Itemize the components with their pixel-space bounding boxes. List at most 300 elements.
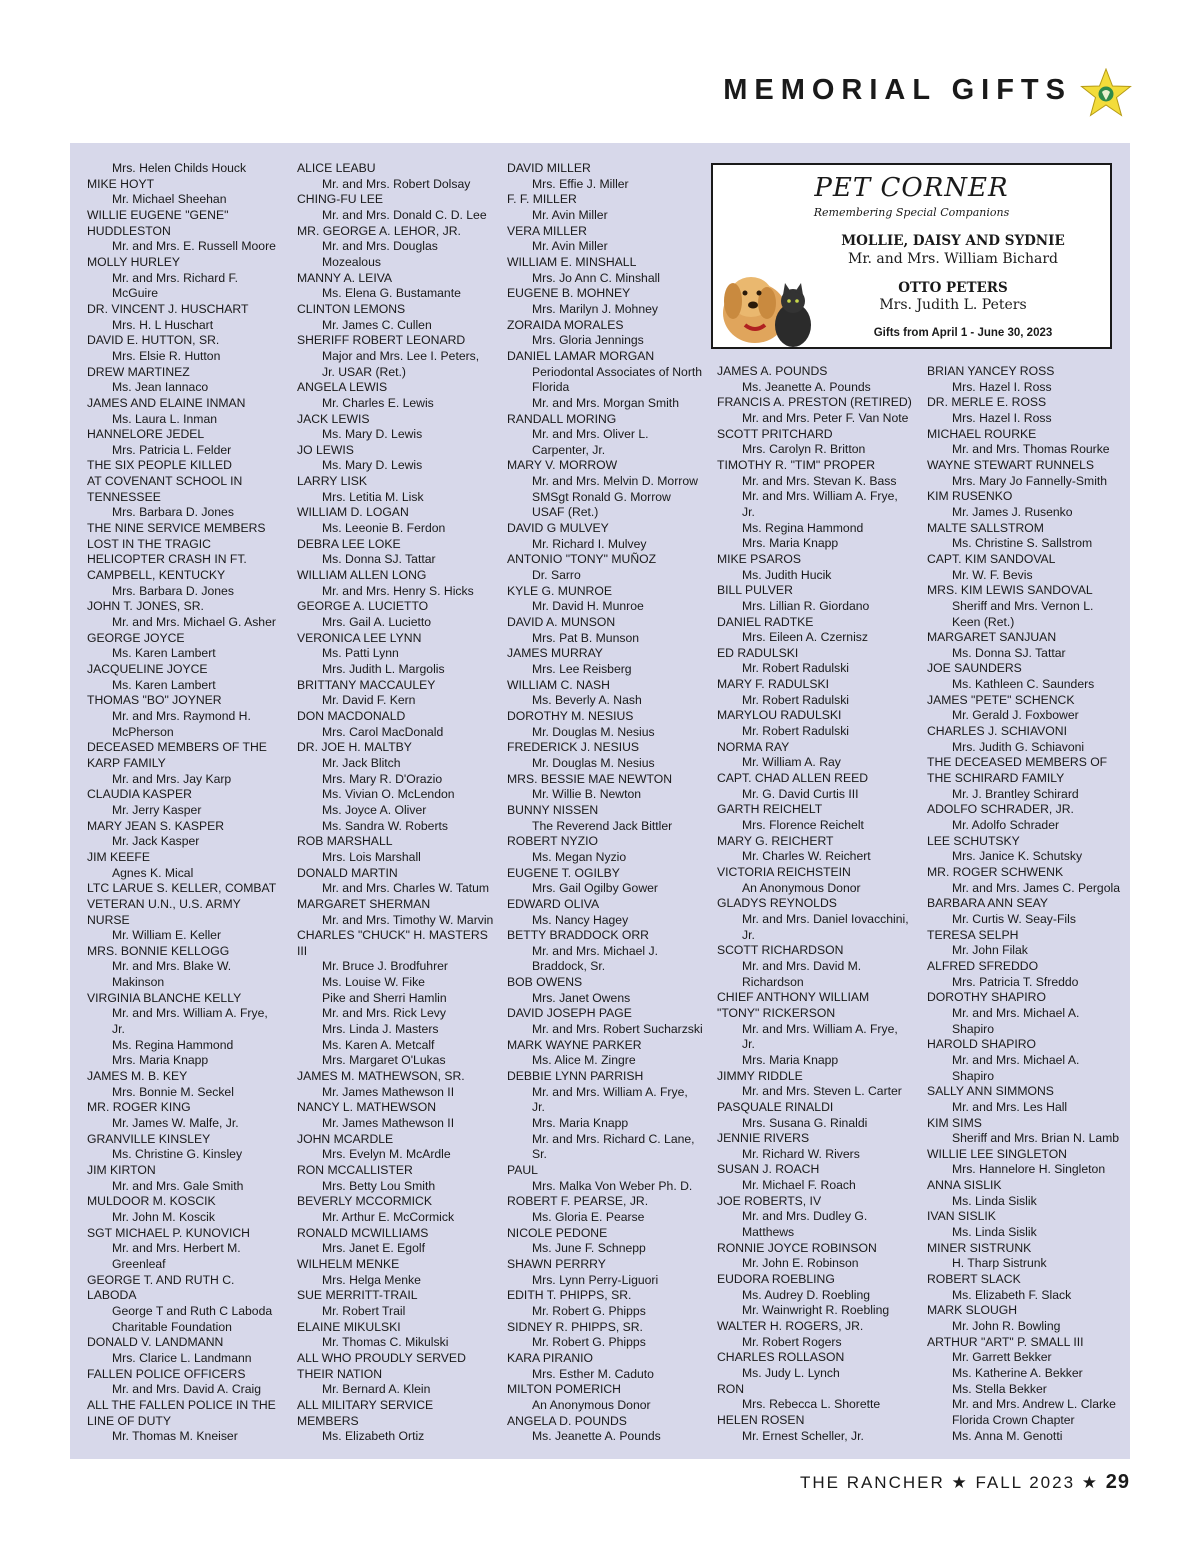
donor-name: Mr. and Mrs. David A. Craig — [112, 1382, 262, 1397]
donor-name: Ms. Anna M. Genotti — [952, 1428, 1063, 1443]
donor-name: Mr. and Mrs. E. Russell Moore — [112, 239, 276, 254]
donor-name: Jr. — [112, 1022, 125, 1037]
donor-name: Matthews — [742, 1225, 795, 1240]
page-title: MEMORIAL GIFTS — [723, 74, 1072, 106]
honoree-name: RONNIE JOYCE ROBINSON — [717, 1240, 877, 1255]
honoree-name: MARY F. RADULSKI — [717, 677, 829, 692]
donor-name: Ms. Regina Hammond — [112, 1037, 234, 1052]
honoree-name: VERONICA LEE LYNN — [297, 630, 422, 645]
honoree-name: DAVID JOSEPH PAGE — [507, 1006, 632, 1021]
honoree-name: JAMES "PETE" SCHENCK — [927, 692, 1075, 707]
donor-name: Mr. James Mathewson II — [322, 1116, 455, 1131]
donor-name: McPherson — [112, 724, 174, 739]
honoree-name: ZORAIDA MORALES — [507, 317, 624, 332]
donor-name: Mr. Douglas M. Nesius — [532, 724, 655, 739]
honoree-name: JO LEWIS — [297, 442, 354, 457]
honoree-name: MICHAEL ROURKE — [927, 426, 1037, 441]
donor-name: Mr. James W. Malfe, Jr. — [112, 1116, 239, 1131]
honoree-name: MARY JEAN S. KASPER — [87, 818, 225, 833]
honoree-name: RONALD MCWILLIAMS — [297, 1225, 429, 1240]
honoree-name: CHIEF ANTHONY WILLIAM — [717, 990, 870, 1005]
honoree-name: GRANVILLE KINSLEY — [87, 1131, 211, 1146]
donor-name: Mrs. Margaret O'Lukas — [322, 1053, 446, 1068]
donor-name: Mr. and Mrs. Andrew L. Clarke — [952, 1397, 1116, 1412]
donor-name: Mr. and Mrs. Henry S. Hicks — [322, 583, 474, 598]
donor-name: Mr. James Mathewson II — [322, 1084, 455, 1099]
donor-name: Mrs. Janet E. Egolf — [322, 1241, 425, 1256]
memorial-column-2 — [297, 161, 497, 1445]
honoree-name: WALTER H. ROGERS, JR. — [717, 1319, 864, 1334]
honoree-name: RON — [717, 1381, 745, 1396]
donor-name: Ms. Christine G. Kinsley — [112, 1147, 243, 1162]
donor-name: Mrs. Eileen A. Czernisz — [742, 630, 868, 645]
donor-name: Mr. Willie B. Newton — [532, 787, 642, 802]
honoree-name: KARP FAMILY — [87, 755, 166, 770]
honoree-name: DECEASED MEMBERS OF THE — [87, 740, 267, 755]
donor-name: Mrs. Betty Lou Smith — [322, 1178, 436, 1193]
honoree-name: MINER SISTRUNK — [927, 1240, 1032, 1255]
honoree-name: ELAINE MIKULSKI — [297, 1319, 401, 1334]
donor-name: Mrs. Clarice L. Landmann — [112, 1350, 252, 1365]
honoree-name: JACK LEWIS — [297, 411, 370, 426]
honoree-name: BEVERLY MCCORMICK — [297, 1194, 432, 1209]
donor-name: Mr. Gerald J. Foxbower — [952, 708, 1079, 723]
donor-name: Ms. Regina Hammond — [742, 520, 864, 535]
honoree-name: DANIEL RADTKE — [717, 614, 814, 629]
honoree-name: HUDDLESTON — [87, 223, 171, 238]
honoree-name: ANGELA D. POUNDS — [507, 1413, 627, 1428]
donor-name: Mr. Arthur E. McCormick — [322, 1209, 455, 1224]
donor-name: Mr. and Mrs. William A. Frye, — [742, 489, 898, 504]
donor-name: SMSgt Ronald G. Morrow — [532, 489, 671, 504]
honoree-name: MR. ROGER KING — [87, 1100, 191, 1115]
donor-name: Mrs. Hazel I. Ross — [952, 410, 1052, 425]
donor-name: Ms. Sandra W. Roberts — [322, 818, 448, 833]
donor-name: Mr. John M. Koscik — [112, 1209, 215, 1224]
donor-name: Mrs. Bonnie M. Seckel — [112, 1084, 234, 1099]
honoree-name: MR. ROGER SCHWENK — [927, 865, 1064, 879]
honoree-name: LARRY LISK — [297, 474, 368, 489]
donor-name: Ms. Joyce A. Oliver — [322, 802, 427, 817]
donor-name: Mr. and Mrs. Dudley G. — [742, 1209, 868, 1224]
donor-name: Mrs. Florence Reichelt — [742, 818, 864, 833]
honoree-name: "TONY" RICKERSON — [717, 1005, 836, 1020]
donor-name: Mrs. Gail A. Lucietto — [322, 615, 432, 630]
donor-name: Jr. — [532, 1100, 545, 1115]
donor-name: Richardson — [742, 974, 804, 989]
honoree-name: JAMES M. B. KEY — [87, 1069, 188, 1084]
donor-name: Ms. Donna SJ. Tattar — [952, 645, 1066, 660]
donor-name: Mr. and Mrs. Charles W. Tatum — [322, 881, 490, 896]
honoree-name: FALLEN POLICE OFFICERS — [87, 1366, 246, 1381]
honoree-name: GEORGE JOYCE — [87, 630, 185, 645]
donor-name: Mr. and Mrs. Gale Smith — [112, 1178, 244, 1193]
honoree-name: HELICOPTER CRASH IN FT. — [87, 552, 247, 567]
donor-name: Mr. and Mrs. Raymond H. — [112, 708, 251, 723]
donor-name: Ms. Katherine A. Bekker — [952, 1366, 1083, 1380]
honoree-name: ADOLFO SCHRADER, JR. — [927, 802, 1074, 817]
honoree-name: JOHN MCARDLE — [297, 1131, 394, 1146]
donor-name: Mr. and Mrs. Jay Karp — [112, 771, 232, 786]
honoree-name: KARA PIRANIO — [507, 1350, 594, 1365]
honoree-name: DAVID G MULVEY — [507, 521, 609, 536]
donor-name: Sheriff and Mrs. Brian N. Lamb — [952, 1131, 1120, 1146]
honoree-name: JOHN T. JONES, SR. — [87, 599, 204, 614]
donor-name: Ms. Megan Nyzio — [532, 849, 627, 864]
donor-name: Mr. Thomas C. Mikulski — [322, 1335, 449, 1350]
donor-name: Ms. Audrey D. Roebling — [742, 1287, 871, 1302]
pet-name: OTTO PETERS — [898, 280, 1008, 296]
donor-name: Mr. Jack Blitch — [322, 755, 401, 770]
honoree-name: SHAWN PERRRY — [507, 1256, 606, 1271]
honoree-name: DAVID A. MUNSON — [507, 615, 616, 630]
donor-name: Mr. William E. Keller — [112, 928, 222, 943]
donor-name: McGuire — [112, 286, 159, 301]
donor-name: Ms. Judy L. Lynch — [742, 1366, 840, 1380]
donor-name: Mrs. Mary R. D'Orazio — [322, 771, 443, 786]
honoree-name: FREDERICK J. NESIUS — [507, 740, 640, 755]
honoree-name: THE NINE SERVICE MEMBERS — [87, 521, 266, 536]
honoree-name: JOE ROBERTS, IV — [717, 1193, 822, 1208]
donor-name: Braddock, Sr. — [532, 959, 606, 974]
donor-name: Mr. and Mrs. David M. — [742, 958, 862, 973]
donor-name: Mrs. Pat B. Munson — [532, 630, 640, 645]
honoree-name: JAMES AND ELAINE INMAN — [87, 395, 246, 410]
donor-name: Mrs. Effie J. Miller — [532, 176, 629, 191]
honoree-name: SALLY ANN SIMMONS — [927, 1084, 1054, 1099]
honoree-name: CAPT. KIM SANDOVAL — [927, 551, 1056, 566]
pet-donor: Mr. and Mrs. William Bichard — [847, 251, 1059, 267]
donor-name: Mrs. Marilyn J. Mohney — [532, 301, 658, 316]
pet-name: MOLLIE, DAISY AND SYDNIE — [841, 233, 1065, 249]
honoree-name: ANGELA LEWIS — [297, 380, 388, 395]
donor-name: Mr. and Mrs. Steven L. Carter — [742, 1084, 902, 1099]
honoree-name: BETTY BRADDOCK ORR — [507, 928, 649, 943]
donor-name: Sr. — [532, 1147, 547, 1162]
honoree-name: EUDORA ROEBLING — [717, 1272, 835, 1287]
donor-name: Ms. Christine S. Sallstrom — [952, 536, 1093, 551]
donor-name: Ms. Jeanette A. Pounds — [742, 379, 871, 394]
donor-name: Makinson — [112, 975, 165, 990]
honoree-name: MARK WAYNE PARKER — [507, 1037, 642, 1052]
honoree-name: MARGARET SANJUAN — [927, 630, 1057, 645]
honoree-name: FRANCIS A. PRESTON (RETIRED) — [717, 395, 912, 410]
donor-name: Mr. and Mrs. Donald C. D. Lee — [322, 207, 487, 222]
donor-name: Dr. Sarro — [532, 568, 581, 583]
donor-name: Mrs. Esther M. Caduto — [532, 1366, 654, 1381]
honoree-name: MULDOOR M. KOSCIK — [87, 1194, 216, 1209]
honoree-name: ROB MARSHALL — [297, 834, 393, 849]
donor-name: Mrs. Elsie R. Hutton — [112, 348, 221, 363]
donor-name: Mr. and Mrs. Michael J. — [532, 943, 658, 958]
donor-name: Mr. and Mrs. William A. Frye, — [112, 1006, 268, 1021]
honoree-name: HELEN ROSEN — [717, 1412, 805, 1427]
honoree-name: CHARLES "CHUCK" H. MASTERS — [297, 928, 488, 943]
donor-name: USAF (Ret.) — [532, 505, 599, 520]
honoree-name: WILLIAM C. NASH — [507, 677, 610, 692]
honoree-name: MANNY A. LEIVA — [297, 270, 393, 285]
honoree-name: CHARLES ROLLASON — [717, 1350, 845, 1365]
donor-name: Mr. Richard W. Rivers — [742, 1146, 860, 1161]
honoree-name: JIMMY RIDDLE — [717, 1068, 803, 1083]
donor-name: Mr. James J. Rusenko — [952, 504, 1073, 519]
honoree-name: ALL WHO PROUDLY SERVED — [297, 1350, 466, 1365]
honoree-name: JAMES MURRAY — [507, 646, 603, 661]
donor-name: Ms. Alice M. Zingre — [532, 1053, 636, 1068]
donor-name: Keen (Ret.) — [952, 614, 1015, 629]
honoree-name: NURSE — [87, 912, 130, 927]
honoree-name: GARTH REICHELT — [717, 802, 823, 817]
donor-name: Mr. Avin Miller — [532, 239, 608, 254]
donor-name: Mrs. Linda J. Masters — [322, 1022, 439, 1037]
donor-name: Sheriff and Mrs. Vernon L. — [952, 598, 1094, 613]
donor-name: Mrs. Judith G. Schiavoni — [952, 739, 1085, 754]
honoree-name: DAVID E. HUTTON, SR. — [87, 333, 220, 348]
honoree-name: LOST IN THE TRAGIC — [87, 536, 211, 551]
donor-name: Mrs. Maria Knapp — [532, 1116, 629, 1131]
donor-name: Mr. and Mrs. Richard F. — [112, 270, 238, 285]
honoree-name: TIMOTHY R. "TIM" PROPER — [717, 457, 876, 472]
donor-name: Mr. David F. Kern — [322, 693, 416, 708]
honoree-name: MARY G. REICHERT — [717, 833, 834, 848]
honoree-name: HANNELORE JEDEL — [87, 427, 205, 442]
donor-name: Mr. John E. Robinson — [742, 1256, 859, 1271]
donor-name: Mrs. Janice K. Schutsky — [952, 849, 1083, 864]
donor-name: Mr. James C. Cullen — [322, 317, 432, 332]
donor-name: Mrs. Hazel I. Ross — [952, 379, 1052, 394]
donor-name: H. Tharp Sistrunk — [952, 1256, 1047, 1271]
honoree-name: MEMBERS — [297, 1413, 359, 1428]
donor-name: Mrs. Rebecca L. Shorette — [742, 1397, 881, 1412]
honoree-name: AT COVENANT SCHOOL IN — [87, 474, 243, 489]
donor-name: Ms. Vivian O. McLendon — [322, 787, 455, 802]
honoree-name: MR. GEORGE A. LEHOR, JR. — [297, 223, 461, 238]
honoree-name: WILLIE LEE SINGLETON — [927, 1146, 1067, 1161]
honoree-name: NORMA RAY — [717, 739, 790, 754]
honoree-name: GLADYS REYNOLDS — [717, 896, 837, 911]
memorial-column-1 — [87, 161, 287, 1445]
donor-name: Mr. and Mrs. Blake W. — [112, 959, 232, 974]
honoree-name: RANDALL MORING — [507, 411, 617, 426]
donor-name: Mr. John R. Bowling — [952, 1319, 1061, 1334]
donor-name: Mr. and Mrs. Herbert M. — [112, 1241, 241, 1256]
donor-name: Ms. Elizabeth F. Slack — [952, 1287, 1072, 1302]
honoree-name: WILLIAM E. MINSHALL — [507, 254, 637, 269]
donor-name: Mozealous — [322, 254, 381, 269]
donor-name: Mrs. Lillian R. Giordano — [742, 598, 870, 613]
donor-name: Periodontal Associates of North — [532, 364, 703, 379]
donor-name: Florida — [532, 380, 570, 395]
donor-name: Ms. Linda Sislik — [952, 1225, 1037, 1240]
publication-label: THE RANCHER ★ FALL 2023 ★ — [799, 1473, 1100, 1492]
donor-name: Ms. Mary D. Lewis — [322, 427, 423, 442]
honoree-name: BILL PULVER — [717, 583, 793, 598]
honoree-name: PAUL — [507, 1163, 538, 1177]
donor-name: Ms. Elizabeth Ortiz — [322, 1429, 425, 1444]
donor-name: Mrs. Maria Knapp — [742, 1052, 839, 1067]
honoree-name: BRITTANY MACCAULEY — [297, 677, 436, 692]
donor-name: Pike and Sherri Hamlin — [322, 990, 447, 1005]
donor-name: Jr. — [742, 504, 755, 519]
donor-name: Mrs. Lynn Perry-Liguori — [532, 1272, 659, 1287]
donor-name: Charitable Foundation — [112, 1319, 232, 1334]
donor-name: Mr. Richard I. Mulvey — [532, 536, 647, 551]
honoree-name: ROBERT F. PEARSE, JR. — [507, 1194, 649, 1209]
honoree-name: EDWARD OLIVA — [507, 896, 600, 911]
donor-name: Mr. Robert Radulski — [742, 692, 850, 707]
donor-name: Mr. and Mrs. Les Hall — [952, 1099, 1068, 1114]
donor-name: Mrs. Patricia L. Felder — [112, 442, 232, 457]
donor-name: Ms. Judith Hucik — [742, 567, 832, 582]
donor-name: Mr. Wainwright R. Roebling — [742, 1303, 890, 1318]
honoree-name: GEORGE A. LUCIETTO — [297, 599, 429, 614]
memorial-column-3 — [507, 161, 707, 1445]
donor-name: Ms. Karen Lambert — [112, 646, 216, 661]
donor-name: Mr. Thomas M. Kneiser — [112, 1429, 238, 1444]
donor-name: Jr. — [742, 927, 755, 942]
honoree-name: WILLIE EUGENE "GENE" — [87, 207, 229, 222]
honoree-name: THE SIX PEOPLE KILLED — [87, 458, 232, 473]
honoree-name: EUGENE T. OGILBY — [507, 865, 620, 880]
donor-name: Ms. Patti Lynn — [322, 646, 399, 661]
honoree-name: LINE OF DUTY — [87, 1413, 171, 1428]
honoree-name: ALICE LEABU — [297, 161, 376, 175]
honoree-name: SGT MICHAEL P. KUNOVICH — [87, 1225, 250, 1240]
donor-name: Greenleaf — [112, 1256, 166, 1271]
donor-name: Ms. Karen A. Metcalf — [322, 1037, 435, 1052]
donor-name: Mr. G. David Curtis III — [742, 786, 859, 801]
donor-name: Mr. Ernest Scheller, Jr. — [742, 1428, 864, 1443]
honoree-name: MIKE PSAROS — [717, 551, 801, 566]
donor-name: Mr. Garrett Bekker — [952, 1350, 1052, 1365]
memorial-column-4 — [717, 364, 917, 1444]
honoree-name: MRS. KIM LEWIS SANDOVAL — [927, 583, 1093, 598]
honoree-name: SUE MERRITT-TRAIL — [297, 1288, 418, 1303]
pet-donor: Mrs. Judith L. Peters — [879, 297, 1027, 313]
donor-name: Jr. USAR (Ret.) — [322, 364, 406, 379]
donor-name: Ms. Leeonie B. Ferdon — [322, 521, 446, 536]
honoree-name: MILTON POMERICH — [507, 1382, 621, 1397]
donor-name: George T and Ruth C Laboda — [112, 1303, 273, 1318]
honoree-name: CAMPBELL, KENTUCKY — [87, 568, 226, 583]
donor-name: Mr. Robert Radulski — [742, 661, 850, 676]
honoree-name: BRIAN YANCEY ROSS — [927, 364, 1055, 378]
honoree-name: WAYNE STEWART RUNNELS — [927, 457, 1095, 472]
donor-name: Mrs. Gloria Jennings — [532, 333, 644, 348]
donor-name: Mr. Adolfo Schrader — [952, 818, 1060, 833]
donor-name: Ms. Nancy Hagey — [532, 912, 629, 927]
donor-name: Mr. and Mrs. Melvin D. Morrow — [532, 474, 698, 489]
donor-name: Mrs. Lois Marshall — [322, 849, 421, 864]
donor-name: Mr. Charles E. Lewis — [322, 395, 434, 410]
donor-name: Ms. Jean Iannaco — [112, 380, 209, 395]
donor-name: Mrs. Barbara D. Jones — [112, 505, 234, 520]
donor-name: Mr. and Mrs. Rick Levy — [322, 1006, 446, 1021]
honoree-name: JAMES A. POUNDS — [717, 364, 828, 378]
honoree-name: KIM RUSENKO — [927, 489, 1013, 504]
donor-name: Mr. and Mrs. James C. Pergola — [952, 880, 1120, 895]
donor-name: Mrs. Judith L. Margolis — [322, 662, 445, 676]
honoree-name: THEIR NATION — [297, 1366, 383, 1381]
honoree-name: MARY V. MORROW — [507, 458, 618, 473]
donor-name: Mrs. Lee Reisberg — [532, 662, 632, 676]
donor-name: Mr. Jack Kasper — [112, 834, 200, 849]
honoree-name: DEBBIE LYNN PARRISH — [507, 1069, 644, 1084]
honoree-name: DREW MARTINEZ — [87, 364, 190, 379]
honoree-name: BARBARA ANN SEAY — [927, 896, 1049, 911]
donor-name: Mr. and Mrs. Douglas — [322, 239, 438, 254]
donor-name: Mr. Jerry Kasper — [112, 802, 202, 817]
honoree-name: MRS. BONNIE KELLOGG — [87, 943, 230, 958]
honoree-name: VETERAN U.N., U.S. ARMY — [87, 896, 241, 911]
honoree-name: DR. JOE H. MALTBY — [297, 740, 412, 755]
donor-name: Mr. and Mrs. Michael A. — [952, 1052, 1080, 1067]
donor-name: Mr. and Mrs. Robert Dolsay — [322, 176, 471, 191]
donor-name: The Reverend Jack Bittler — [532, 818, 673, 833]
honoree-name: ANNA SISLIK — [927, 1178, 1002, 1193]
honoree-name: KYLE G. MUNROE — [507, 583, 612, 598]
donor-name: Mr. William A. Ray — [742, 755, 841, 770]
donor-name: Mrs. Carolyn R. Britton — [742, 442, 866, 457]
donor-name: Mr. Douglas M. Nesius — [532, 755, 655, 770]
donor-name: Mr. and Mrs. Michael G. Asher — [112, 615, 276, 630]
donor-name: Mrs. Helga Menke — [322, 1272, 421, 1287]
honoree-name: JACQUELINE JOYCE — [87, 662, 208, 676]
honoree-name: EDITH T. PHIPPS, SR. — [507, 1288, 632, 1303]
honoree-name: IVAN SISLIK — [927, 1209, 996, 1224]
donor-name: Mrs. Barbara D. Jones — [112, 583, 234, 598]
donor-name: Mr. Bruce J. Brodfuhrer — [322, 959, 448, 974]
honoree-name: EUGENE B. MOHNEY — [507, 286, 631, 301]
honoree-name: JAMES M. MATHEWSON, SR. — [297, 1069, 465, 1084]
donor-name: Ms. Elena G. Bustamante — [322, 286, 461, 301]
honoree-name: PASQUALE RINALDI — [717, 1099, 834, 1114]
honoree-name: VERA MILLER — [507, 223, 587, 238]
donor-name: Major and Mrs. Lee I. Peters, — [322, 348, 480, 363]
donor-name: Mr. Curtis W. Seay-Fils — [952, 911, 1076, 926]
honoree-name: LEE SCHUTSKY — [927, 833, 1020, 848]
donor-name: Mr. Charles W. Reichert — [742, 849, 871, 864]
honoree-name: TENNESSEE — [87, 489, 161, 504]
donor-name: Mr. Robert G. Phipps — [532, 1335, 646, 1350]
donor-name: Mrs. Patricia T. Sfreddo — [952, 974, 1079, 989]
donor-name: Mrs. Gail Ogilby Gower — [532, 881, 658, 896]
honoree-name: JIM KIRTON — [87, 1163, 156, 1177]
donor-name: Mrs. Letitia M. Lisk — [322, 489, 424, 504]
donor-name: Mrs. Mary Jo Fannelly-Smith — [952, 473, 1108, 488]
honoree-name: CLINTON LEMONS — [297, 301, 406, 316]
donor-name: Florida Crown Chapter — [952, 1412, 1075, 1427]
donor-name: Agnes K. Mical — [112, 865, 194, 880]
donor-name: Ms. Louise W. Fike — [322, 975, 425, 990]
honoree-name: BOB OWENS — [507, 975, 583, 990]
donor-name: Ms. Jeanette A. Pounds — [532, 1429, 661, 1444]
donor-name: Shapiro — [952, 1021, 995, 1036]
donor-name: Mr. J. Brantley Schirard — [952, 786, 1079, 801]
honoree-name: DOROTHY M. NESIUS — [507, 708, 634, 723]
honoree-name: BUNNY NISSEN — [507, 802, 599, 817]
honoree-name: KIM SIMS — [927, 1115, 982, 1130]
honoree-name: WILLIAM ALLEN LONG — [297, 568, 427, 583]
dog-and-cat-image — [715, 255, 813, 347]
donor-name: Ms. Kathleen C. Saunders — [952, 677, 1095, 692]
honoree-name: MIKE HOYT — [87, 176, 155, 191]
donor-name: Mrs. Carol MacDonald — [322, 724, 444, 739]
honoree-name: CHARLES J. SCHIAVONI — [927, 724, 1067, 739]
honoree-name: ROBERT SLACK — [927, 1272, 1021, 1287]
honoree-name: DOROTHY SHAPIRO — [927, 990, 1046, 1005]
honoree-name: THE SCHIRARD FAMILY — [927, 771, 1065, 786]
